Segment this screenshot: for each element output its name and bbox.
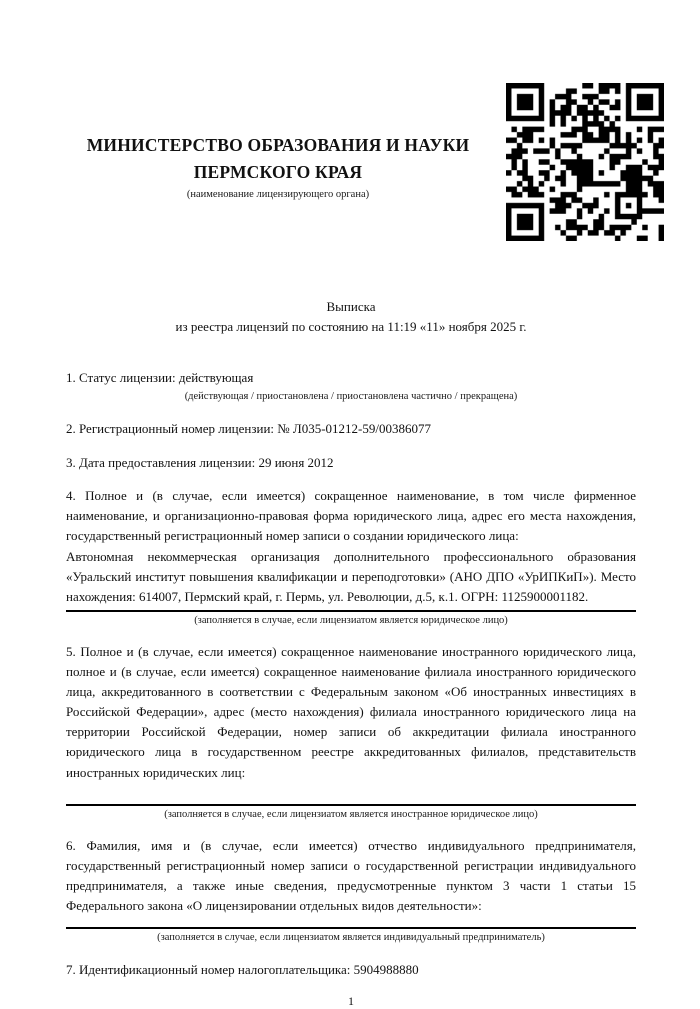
document-title-line1: Выписка bbox=[326, 299, 376, 314]
item-foreign-entity bbox=[66, 642, 636, 823]
document-title bbox=[66, 297, 636, 336]
ministry-header bbox=[66, 132, 490, 200]
foreign-entity-question: 5. Полное и (в случае, если имеется) сокращенное наименование иностранного юридического лица, полное и (в случае, если имеется) сокращенное наименование филиала иностранного юридического лица, аккредитованного в соответствии с Федеральным законом «Об иностранных инвестициях в Российской Федерации», адрес (место нахождения) филиала иностранного юридического лица на территории Российской Федерации, номер записи об аккредитации филиала иностранного юридического лица в государственном реестре аккредитованных филиалов, представительств иностранных юридических лиц: bbox=[66, 643, 636, 780]
item-license-status bbox=[66, 368, 636, 405]
page-number: 1 bbox=[348, 993, 354, 1008]
licensing-authority-note: (наименование лицензирующего органа) bbox=[186, 189, 370, 201]
document-title-line2: из реестра лицензий по состоянию на 11:19 «11» ноября 2025 г. bbox=[175, 318, 527, 334]
license-status-text: 1. Статус лицензии: действующая bbox=[66, 370, 254, 385]
ministry-name-line1: МИНИСТЕРСТВО ОБРАЗОВАНИЯ И НАУКИ bbox=[86, 135, 470, 155]
fill-line bbox=[66, 927, 636, 929]
registration-number-text: 2. Регистрационный номер лицензии: № Л035-01212-59/00386077 bbox=[66, 420, 432, 436]
legal-entity-answer: Автономная некоммерческая организация дополнительного профессионального образования «Уральский институт повышения квалификации и переподготовки» (АНО ДПО «УрИПКиП»). Место нахождения: 614007, Пермский край, г. Пермь, ул. Революции, д.5, к.1. ОГРН: 1125900001182. bbox=[66, 548, 636, 604]
license-date-text: 3. Дата предоставления лицензии: 29 июня 2012 bbox=[66, 455, 334, 471]
individual-entrepreneur-answer bbox=[66, 916, 636, 924]
legal-entity-question: 4. Полное и (в случае, если имеется) сокращенное наименование, в том числе фирменное наименование, и организационно-правовая форма юридического лица, адрес его места нахождения, государственный регистрационный номер записи о создании юридического лица: bbox=[66, 488, 636, 544]
fill-line bbox=[66, 804, 636, 806]
document-body bbox=[66, 297, 636, 1009]
legal-entity-note: (заполняется в случае, если лицензиатом является юридическое лицо) bbox=[194, 615, 508, 627]
item-individual-entrepreneur bbox=[66, 836, 636, 946]
fill-line bbox=[66, 610, 636, 612]
foreign-entity-answer bbox=[66, 783, 636, 801]
qr-code-image bbox=[506, 83, 664, 241]
individual-entrepreneur-question: 6. Фамилия, имя и (в случае, если имеется) отчество индивидуального предпринимателя, государственный регистрационный номер записи о государственной регистрации индивидуального предпринимателя, а также иные сведения, предусмотренные пунктом 3 части 1 статьи 15 Федерального закона «О лицензировании отдельных видов деятельности»: bbox=[66, 837, 636, 913]
individual-entrepreneur-note: (заполняется в случае, если лицензиатом является индивидуальный предприниматель) bbox=[157, 932, 545, 944]
foreign-entity-note: (заполняется в случае, если лицензиатом является иностранное юридическое лицо) bbox=[164, 808, 538, 820]
item-registration-number bbox=[66, 419, 636, 439]
license-status-options-note: (действующая / приостановлена / приостановлена частично / прекращена) bbox=[184, 391, 518, 403]
taxpayer-id-text: 7. Идентификационный номер налогоплательщика: 5904988880 bbox=[66, 961, 419, 977]
item-taxpayer-id bbox=[66, 960, 636, 980]
item-license-date bbox=[66, 453, 636, 473]
item-legal-entity bbox=[66, 486, 636, 629]
ministry-name-line2: ПЕРМСКОГО КРАЯ bbox=[193, 162, 363, 183]
qr-code bbox=[506, 83, 664, 241]
